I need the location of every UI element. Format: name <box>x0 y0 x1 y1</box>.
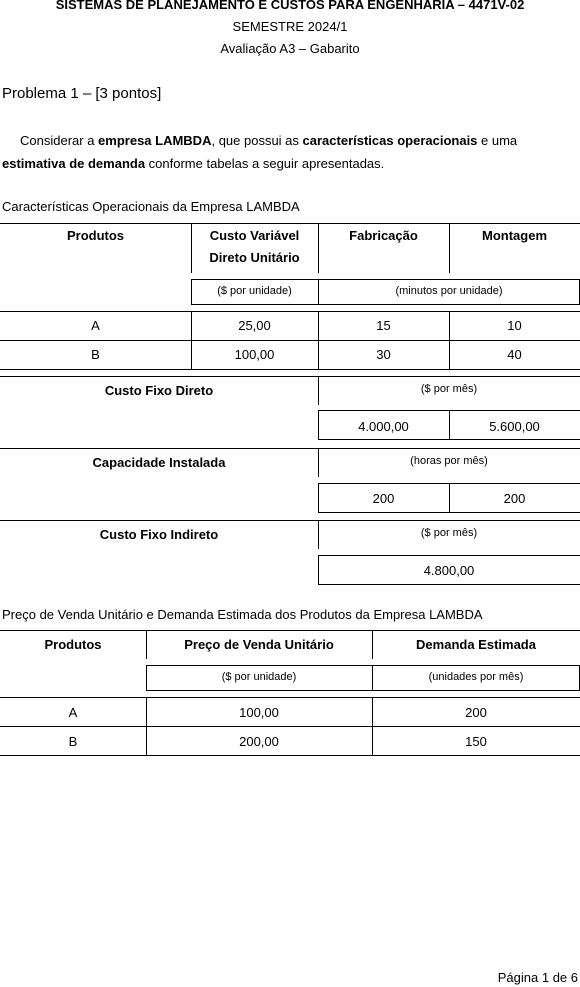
header-unit-cost-line2: Direto Unitário <box>209 250 300 265</box>
table1-caption: Características Operacionais da Empresa LAMBDA <box>2 199 300 214</box>
page-number: Página 1 de 6 <box>497 970 578 985</box>
semester: SEMESTRE 2024/1 <box>232 19 348 34</box>
capacity-fabrication: 200 <box>372 491 395 506</box>
fixed-direct-fabrication: 4.000,00 <box>358 419 409 434</box>
fixed-indirect-value: 4.800,00 <box>423 563 475 578</box>
table2-caption: Preço de Venda Unitário e Demanda Estimada dos Produtos da Empresa LAMBDA <box>2 607 483 622</box>
t2-row-b-demand: 150 <box>465 734 487 749</box>
header2-price: Preço de Venda Unitário <box>184 637 334 652</box>
t2-row-b-product: B <box>68 734 78 749</box>
capacity-label: Capacidade Instalada <box>92 455 226 470</box>
row-b-cost: 100,00 <box>234 347 275 362</box>
fixed-direct-units: ($ por mês) <box>420 383 478 395</box>
t2-row-a-demand: 200 <box>465 705 487 720</box>
row-a-product: A <box>91 318 100 333</box>
header-assembly: Montagem <box>482 228 547 243</box>
fixed-indirect-label: Custo Fixo Indireto <box>99 527 219 542</box>
t2-row-b-price: 200,00 <box>239 734 279 749</box>
t2-row-a-product: A <box>68 705 78 720</box>
problem-title: Problema 1 – [3 pontos] <box>2 85 162 102</box>
header-products: Produtos <box>66 228 125 243</box>
fixed-direct-assembly: 5.600,00 <box>489 419 540 434</box>
row-b-product: B <box>91 347 100 362</box>
price-units: ($ por unidade) <box>221 671 297 683</box>
t2-row-a-price: 100,00 <box>239 705 279 720</box>
header-unit-cost: Custo Variável <box>209 228 300 243</box>
unit-cost-units: ($ por unidade) <box>217 285 292 297</box>
header2-demand: Demanda Estimada <box>416 637 536 652</box>
fixed-indirect-units: ($ por mês) <box>420 527 478 539</box>
problem-intro: Considerar a empresa LAMBDA, que possui as características operacionais e uma estimativa de demanda conforme tabelas a seguir apresentadas. <box>2 133 518 171</box>
course-title: SISTEMAS DE PLANEJAMENTO E CUSTOS PARA ENGENHARIA – 4471V-02 <box>55 0 525 12</box>
time-units: (minutos por unidade) <box>395 285 503 297</box>
capacity-units: (horas por mês) <box>410 455 488 467</box>
demand-units: (unidades por mês) <box>428 671 524 683</box>
fixed-direct-label: Custo Fixo Direto <box>104 383 214 398</box>
row-b-assembly: 40 <box>507 347 522 362</box>
row-b-fabrication: 30 <box>376 347 391 362</box>
capacity-assembly: 200 <box>503 491 526 506</box>
row-a-cost: 25,00 <box>238 318 271 333</box>
header-fabrication: Fabricação <box>349 228 418 243</box>
header2-products: Produtos <box>44 637 102 652</box>
row-a-assembly: 10 <box>507 318 522 333</box>
row-a-fabrication: 15 <box>376 318 391 333</box>
exam-title: Avaliação A3 – Gabarito <box>220 41 360 56</box>
